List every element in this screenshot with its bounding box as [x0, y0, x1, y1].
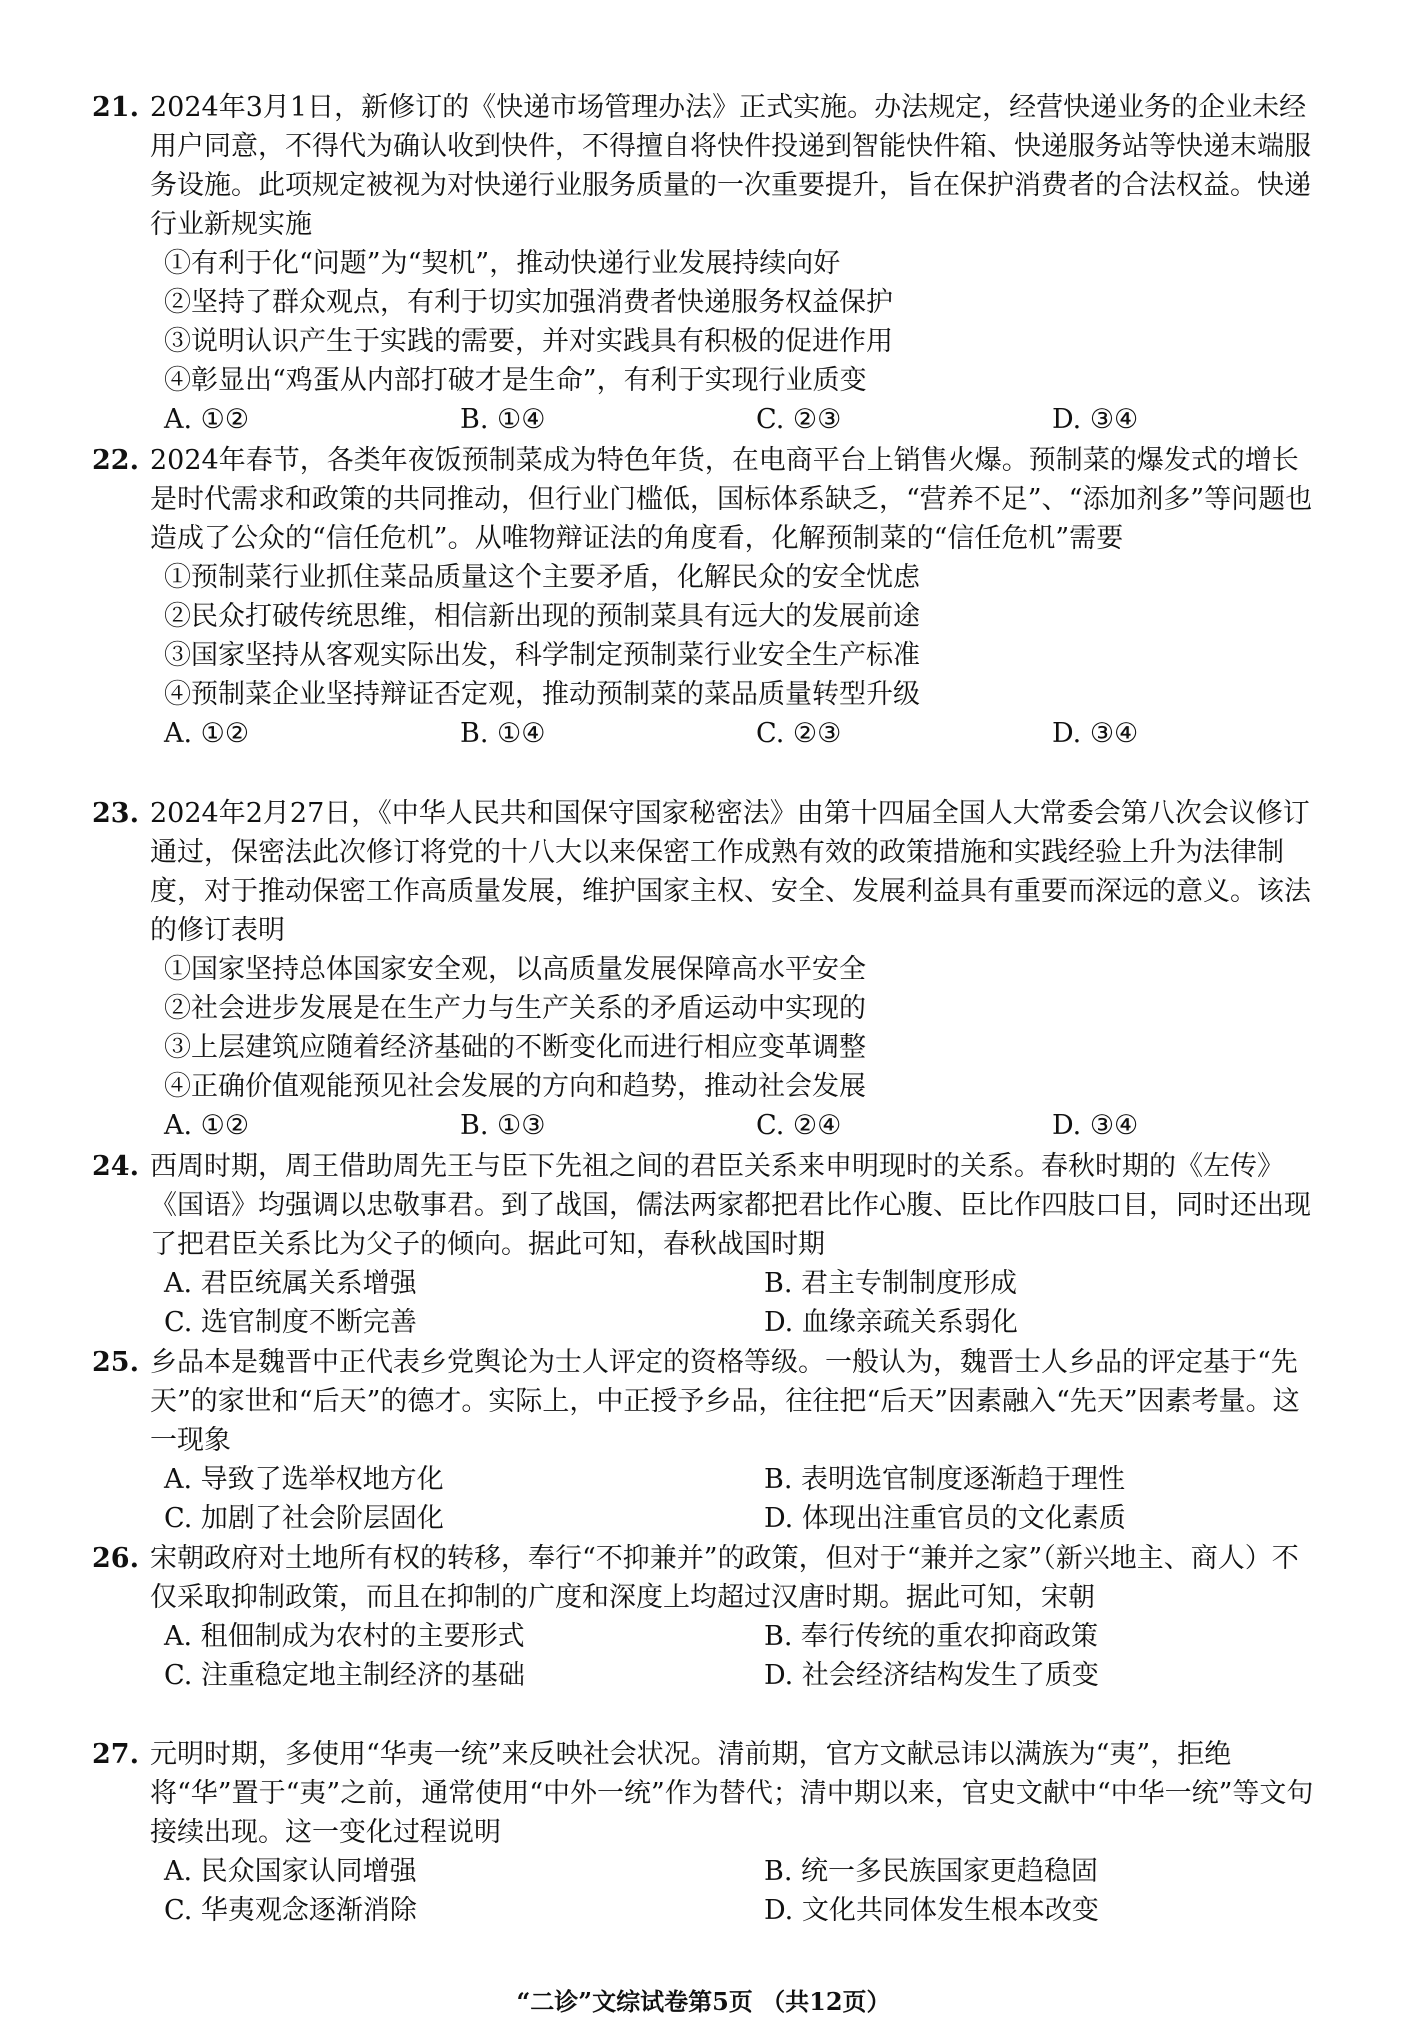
stem-text: 2024年3月1日，新修订的《快递市场管理办法》正式实施。办法规定，经营快递业务的企业未经用户同意，不得代为确认收到快件，不得擅自将快件投递到智能快件箱、快递服务站等快递末端服务设施。此项规定被视为对快递行业服务质量的一次重要提升，旨在保护消费者的合法权益。快递行业新规实施	[150, 92, 1311, 240]
options-row	[92, 1460, 1322, 1499]
option-d: D. ③④	[1052, 404, 1139, 435]
options-row	[92, 1656, 1322, 1695]
question-number: 21.	[92, 92, 139, 123]
option-b: B. 统一多民族国家更趋稳固	[764, 1856, 1099, 1887]
options-row	[92, 1617, 1322, 1656]
option-a: A. 租佃制成为农村的主要形式	[164, 1621, 525, 1652]
question-number: 26.	[92, 1543, 139, 1574]
question-25	[92, 1343, 1322, 1538]
stem-text: 乡品本是魏晋中正代表乡党舆论为士人评定的资格等级。一般认为，魏晋士人乡品的评定基于“先天”的家世和“后天”的德才。实际上，中正授予乡品，往往把“后天”因素融入“先天”因素考量。这一现象	[150, 1347, 1300, 1456]
statement-2: ②民众打破传统思维，相信新出现的预制菜具有远大的发展前途	[164, 601, 920, 632]
option-a: A. ①②	[164, 1110, 250, 1141]
option-d: D. 血缘亲疏关系弱化	[764, 1307, 1018, 1338]
stem-text: 元明时期，多使用“华夷一统”来反映社会状况。清前期，官方文献忌讳以满族为“夷”，拒绝将“华”置于“夷”之前，通常使用“中外一统”作为替代；清中期以来，官史文献中“中华一统”等文句接续出现。这一变化过程说明	[150, 1739, 1314, 1848]
option-a: A. 民众国家认同增强	[164, 1856, 417, 1887]
statement-4: ④预制菜企业坚持辩证否定观，推动预制菜的菜品质量转型升级	[164, 679, 920, 710]
question-23	[92, 794, 1322, 1145]
statement-2: ②社会进步发展是在生产力与生产关系的矛盾运动中实现的	[164, 993, 866, 1024]
options-row	[92, 1852, 1322, 1891]
option-c: C. 注重稳定地主制经济的基础	[164, 1660, 525, 1691]
statement-1: ①预制菜行业抓住菜品质量这个主要矛盾，化解民众的安全忧虑	[164, 562, 920, 593]
option-b: B. ①④	[460, 718, 546, 749]
statement-3: ③上层建筑应随着经济基础的不断变化而进行相应变革调整	[164, 1032, 866, 1063]
question-number: 24.	[92, 1151, 139, 1182]
options-row	[92, 714, 1322, 753]
question-number: 23.	[92, 798, 139, 829]
option-c: C. ②③	[756, 718, 842, 749]
option-d: D. 社会经济结构发生了质变	[764, 1660, 1099, 1691]
question-stem	[92, 794, 1322, 950]
question-22	[92, 441, 1322, 753]
question-27	[92, 1735, 1322, 1930]
option-a: A. 导致了选举权地方化	[164, 1464, 444, 1495]
question-stem	[92, 1147, 1322, 1264]
question-26	[92, 1539, 1322, 1695]
option-c: C. 选官制度不断完善	[164, 1307, 417, 1338]
question-stem	[92, 441, 1322, 558]
question-number: 22.	[92, 445, 139, 476]
option-c: C. 加剧了社会阶层固化	[164, 1503, 444, 1534]
option-c: C. 华夷观念逐渐消除	[164, 1895, 417, 1926]
option-b: B. 君主专制制度形成	[764, 1268, 1018, 1299]
options-row	[92, 1499, 1322, 1538]
option-b: B. ①③	[460, 1110, 546, 1141]
question-number: 25.	[92, 1347, 139, 1378]
option-b: B. 奉行传统的重农抑商政策	[764, 1621, 1099, 1652]
question-21	[92, 88, 1322, 439]
statement-3: ③说明认识产生于实践的需要，并对实践具有积极的促进作用	[164, 326, 893, 357]
options-row	[92, 1303, 1322, 1342]
question-stem	[92, 1735, 1322, 1852]
question-stem	[92, 1539, 1322, 1617]
stem-text: 宋朝政府对土地所有权的转移，奉行“不抑兼并”的政策，但对于“兼并之家”（新兴地主、商人）不仅采取抑制政策，而且在抑制的广度和深度上均超过汉唐时期。据此可知，宋朝	[150, 1543, 1299, 1613]
page-footer: “二诊”文综试卷第5页 （共12页）	[516, 1987, 891, 2016]
statement-1: ①有利于化“问题”为“契机”，推动快递行业发展持续向好	[164, 248, 841, 279]
options-row	[92, 1891, 1322, 1930]
statement-2: ②坚持了群众观点，有利于切实加强消费者快递服务权益保护	[164, 287, 893, 318]
question-number: 27.	[92, 1739, 139, 1770]
options-row	[92, 1106, 1322, 1145]
option-c: C. ②③	[756, 404, 842, 435]
option-d: D. ③④	[1052, 1110, 1139, 1141]
stem-text: 2024年2月27日，《中华人民共和国保守国家秘密法》由第十四届全国人大常委会第八次会议修订通过，保密法此次修订将党的十八大以来保密工作成熟有效的政策措施和实践经验上升为法律制度，对于推动保密工作高质量发展，维护国家主权、安全、发展利益具有重要而深远的意义。该法的修订表明	[150, 798, 1311, 946]
option-a: A. 君臣统属关系增强	[164, 1268, 417, 1299]
option-d: D. 文化共同体发生根本改变	[764, 1895, 1099, 1926]
option-a: A. ①②	[164, 404, 250, 435]
stem-text: 2024年春节，各类年夜饭预制菜成为特色年货，在电商平台上销售火爆。预制菜的爆发式的增长是时代需求和政策的共同推动，但行业门槛低，国标体系缺乏，“营养不足”、“添加剂多”等问题也造成了公众的“信任危机”。从唯物辩证法的角度看，化解预制菜的“信任危机”需要	[150, 445, 1313, 554]
statement-4: ④彰显出“鸡蛋从内部打破才是生命”，有利于实现行业质变	[164, 365, 867, 396]
question-24	[92, 1147, 1322, 1342]
statement-4: ④正确价值观能预见社会发展的方向和趋势，推动社会发展	[164, 1071, 866, 1102]
options-row	[92, 400, 1322, 439]
option-b: B. ①④	[460, 404, 546, 435]
option-d: D. ③④	[1052, 718, 1139, 749]
statement-3: ③国家坚持从客观实际出发，科学制定预制菜行业安全生产标准	[164, 640, 920, 671]
option-d: D. 体现出注重官员的文化素质	[764, 1503, 1126, 1534]
question-stem	[92, 88, 1322, 244]
option-b: B. 表明选官制度逐渐趋于理性	[764, 1464, 1126, 1495]
question-stem	[92, 1343, 1322, 1460]
statement-1: ①国家坚持总体国家安全观，以高质量发展保障高水平安全	[164, 954, 866, 985]
stem-text: 西周时期，周王借助周先王与臣下先祖之间的君臣关系来申明现时的关系。春秋时期的《左传》《国语》均强调以忠敬事君。到了战国，儒法两家都把君比作心腹、臣比作四肢口目，同时还出现了把君臣关系比为父子的倾向。据此可知，春秋战国时期	[150, 1151, 1311, 1260]
options-row	[92, 1264, 1322, 1303]
option-c: C. ②④	[756, 1110, 842, 1141]
option-a: A. ①②	[164, 718, 250, 749]
